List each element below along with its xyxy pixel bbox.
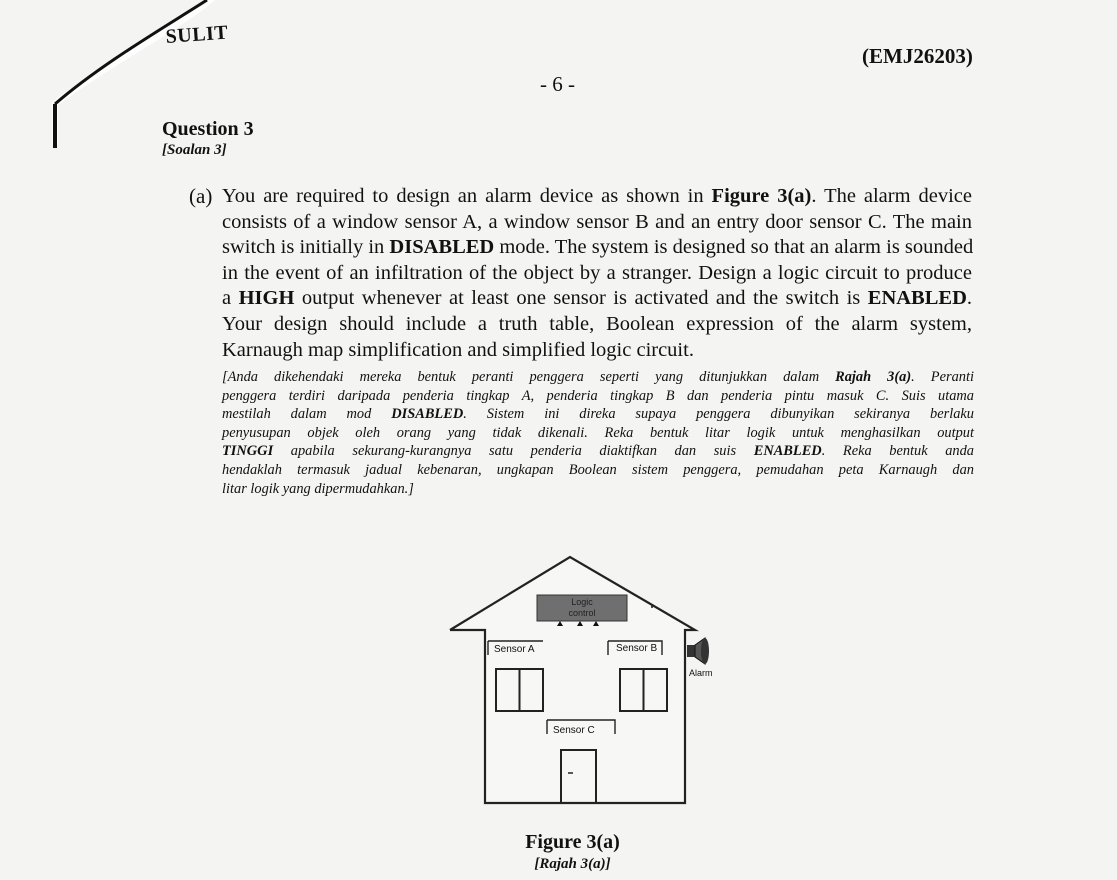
figure-caption: Figure 3(a) — [525, 831, 620, 853]
house-outline — [450, 557, 695, 803]
part-label: (a) — [189, 184, 213, 208]
sensor-a-label: Sensor A — [494, 644, 535, 655]
alarm-label: Alarm — [689, 668, 713, 678]
question-title: Question 3 — [162, 118, 254, 140]
malay-line: penggera terdiri daripada penderia tingkap A, penderia tingkap B dan penderia pintu masuk C. Suis utama — [222, 387, 974, 404]
malay-line: [Anda dikehendaki mereka bentuk peranti penggera seperti yang ditunjukkan dalam Rajah 3(a). Peranti — [222, 369, 974, 385]
figure-caption-malay: [Rajah 3(a)] — [534, 856, 611, 872]
malay-line: TINGGI apabila sekurang-kurangnya satu penderia diaktifkan dan suis ENABLED. Reka bentuk anda — [222, 443, 974, 460]
malay-line: mestilah dalam mod DISABLED. Sistem ini direka supaya penggera dibunyikan sekiranya berlaku — [222, 406, 974, 423]
english-line: switch is initially in DISABLED mode. The system is designed so that an alarm is sounded — [222, 236, 974, 259]
english-line: Your design should include a truth table, Boolean expression of the alarm system, — [222, 312, 972, 335]
malay-line: hendaklah termasuk jadual kebenaran, ungkapan Boolean sistem penggera, pemudahan peta Karnaugh dan — [222, 461, 974, 478]
course-code: (EMJ26203) — [862, 44, 973, 68]
english-line: You are required to design an alarm device as shown in Figure 3(a). The alarm device — [222, 185, 972, 207]
english-line: a HIGH output whenever at least one sensor is activated and the switch is ENABLED. — [222, 287, 972, 310]
sensor-c-label: Sensor C — [553, 725, 595, 736]
logic-control-label-1: Logic — [571, 597, 593, 607]
malay-line: penyusupan objek oleh orang yang tidak dikenali. Reka bentuk litar logik untuk menghasilkan output — [222, 424, 974, 441]
question-text-malay — [222, 368, 974, 498]
figure-house-diagram — [440, 545, 740, 810]
question-text-english — [222, 184, 972, 363]
question-subtitle: [Soalan 3] — [162, 142, 227, 158]
classification-label: SULIT — [165, 21, 229, 48]
sensor-b-label: Sensor B — [616, 643, 658, 654]
malay-line: litar logik yang dipermudahkan.] — [222, 480, 414, 497]
english-line: in the event of an infiltration of the object by a stranger. Design a logic circuit to produce — [222, 261, 972, 284]
english-line: Karnaugh map simplification and simplified logic circuit. — [222, 338, 694, 361]
page-number: - 6 - — [540, 72, 575, 96]
alarm-speaker-icon — [687, 638, 709, 664]
logic-control-label-2: control — [568, 608, 596, 618]
english-line: consists of a window sensor A, a window sensor B and an entry door sensor C. The main — [222, 210, 972, 233]
